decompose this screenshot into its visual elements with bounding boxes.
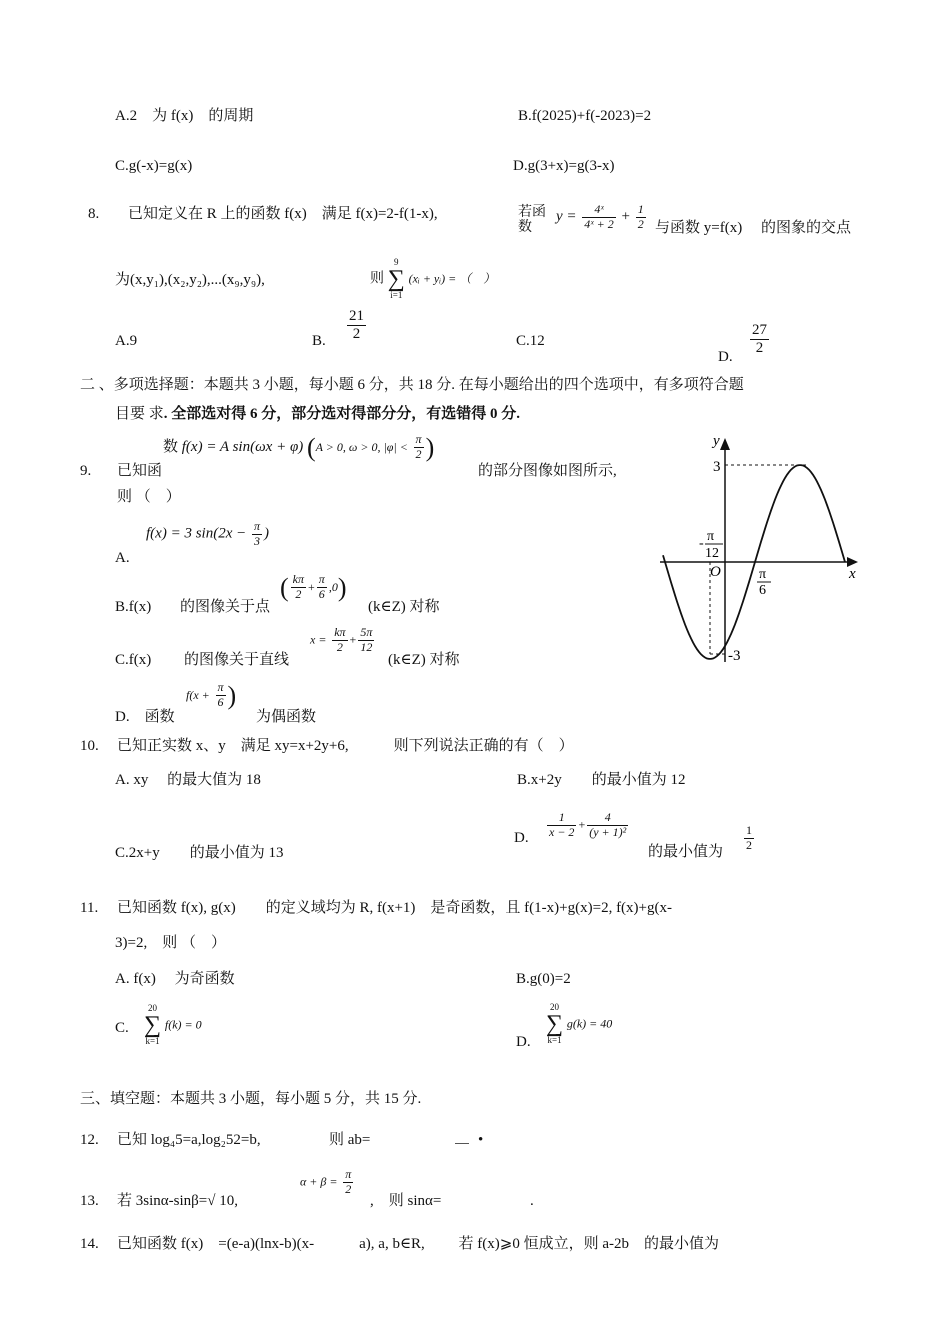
q9-option-d-formula: f(x + $\frac{\pi}{6}$ ) — [186, 680, 237, 710]
q11-stem: 已知函数 f(x), g(x) 的定义域均为 R, f(x+1) 是奇函数，且 f(1-x)+g(x)=2, f(x)+g(x- — [117, 900, 673, 916]
q9-option-b-point: ( $\frac{k\pi}{2}$ + $\frac{\pi}{6}$ ,0) — [280, 572, 347, 602]
y-max-label: 3 — [713, 459, 721, 475]
q7-option-d: D.g(3+x)=g(3-x) — [513, 158, 615, 174]
q8-number: 8. — [88, 206, 100, 222]
q8-sigma: 9 ∑ i=1 — [387, 257, 405, 300]
q8-option-a: A.9 — [115, 333, 138, 349]
q10-option-d-expression: $\frac{1}{x - 2}$ + $\frac{4}{\text{(y + 1)²}}$ — [549, 810, 627, 839]
q9-option-c-text: 的图像关于直线 — [184, 652, 290, 668]
left-tick-sign: - — [699, 536, 704, 551]
q10-option-d-text: 的最小值为 — [648, 844, 724, 860]
q7-option-a: A.2 为 f(x) 的周期 — [115, 108, 254, 124]
q11-number: 11. — [80, 900, 99, 916]
q10-number: 10. — [80, 738, 99, 754]
q7-option-c: C.g(-x)=g(x) — [115, 158, 193, 174]
q8-function-formula: y = $\frac{\text{4ˣ}}{\text{4ˣ + 2}}$ + $\frac{1}{2}$ — [556, 202, 644, 231]
right-tick-num: π — [759, 567, 767, 582]
q13-end-dot: . — [530, 1193, 534, 1209]
sigma-icon: ∑ — [387, 266, 405, 292]
left-tick-den: 12 — [705, 546, 719, 561]
q14-stem: 已知函数 f(x) =(e-a)(lnx-b)(x- a), a, b∈R, 若 f(x)⩾0 恒成立，则 a-2b 的最小值为 — [117, 1236, 720, 1252]
q10-option-b: B.x+2y 的最小值为 12 — [517, 772, 686, 788]
q8-stem-continued: 与函数 y=f(x) 的图象的交点 — [655, 220, 851, 236]
q9-option-c-end: (k∈Z) 对称 — [388, 652, 460, 668]
sigma-icon: ∑ — [144, 1012, 162, 1038]
q9-option-b-text: 的图像关于点 — [180, 599, 271, 615]
q8-if-function: 若函数 — [518, 205, 546, 236]
right-tick-den: 6 — [759, 583, 766, 598]
q8-option-b-value: $\frac{21}{2}$ — [349, 308, 364, 343]
q10-option-a: A. xy 的最大值为 18 — [115, 772, 261, 788]
section2-header-continued: 目要 求. 全部选对得 6 分，部分选对得部分分，有选错得 0 分. — [115, 406, 521, 422]
q12-stem: 已知 log₄5=a,log₂52=b, — [117, 1132, 261, 1148]
section3-header: 三、填空题：本题共 3 小题，每小题 5 分，共 15 分. — [80, 1091, 422, 1107]
left-tick-num: π — [707, 529, 715, 544]
q12-answer-blank[interactable] — [455, 1131, 469, 1149]
q11-option-a: A. f(x) 为奇函数 — [115, 971, 235, 987]
q9-known: 已知函 — [117, 463, 163, 479]
q12-end-dot: • — [478, 1132, 484, 1148]
q8-intersection-points: 为(x,y₁),(x₂,y₂),...(x₉,y₉), — [115, 272, 265, 288]
origin-label: O — [710, 564, 721, 580]
y-axis-arrow — [720, 438, 730, 450]
q9-option-c-label: C.f(x) — [115, 652, 152, 668]
y-axis-label: y — [713, 433, 720, 449]
q9-function-formula: 数 f(x) = A sin(ωx + φ) (A > 0, ω > 0, |φ| < $\frac{\pi}{2}$ ) — [163, 432, 435, 462]
q12-tail: 则 ab= — [329, 1132, 371, 1148]
q9-option-a-label: A. — [115, 550, 130, 566]
q13-number: 13. — [80, 1193, 99, 1209]
q9-option-b-label: B.f(x) — [115, 599, 152, 615]
q11-option-c-sum: 20 ∑ k=1 f(k) = 0 — [144, 1003, 202, 1046]
x-axis-label: x — [849, 566, 856, 582]
section2-header: 二 、多项选择题：本题共 3 小题，每小题 6 分，共 18 分. 在每小题给出的四个选项中，有多项符合题 — [80, 377, 744, 393]
q8-half: $\frac{1}{2}$ — [637, 202, 644, 231]
q14-number: 14. — [80, 1236, 99, 1252]
sine-graph — [655, 432, 870, 672]
q8-option-d-label: D. — [718, 349, 733, 365]
q10-option-d-value: $\frac{1}{2}$ — [746, 823, 752, 852]
q7-option-b: B.f(2025)+f(-2023)=2 — [518, 108, 652, 124]
q11-stem-continued: 3)=2, 则 （ ） — [115, 935, 226, 951]
q8-fraction: $\frac{\text{4ˣ}}{\text{4ˣ + 2}}$ — [584, 202, 614, 231]
q8-option-d-value: $\frac{27}{2}$ — [752, 322, 767, 357]
q8-option-c: C.12 — [516, 333, 545, 349]
q12-number: 12. — [80, 1132, 99, 1148]
q8-option-b-label: B. — [312, 333, 326, 349]
q10-option-d-label: D. — [514, 830, 529, 846]
q11-option-d-label: D. — [516, 1034, 531, 1050]
q13-tail: , 则 sinα= — [370, 1193, 442, 1209]
y-min-label: -3 — [728, 648, 741, 664]
q9-option-a-formula: f(x) = 3 sin(2x − $\frac{\pi}{3}$ ) — [146, 519, 269, 548]
q9-option-b-end: (k∈Z) 对称 — [368, 599, 440, 615]
q13-angle-sum: α + β = $\frac{\pi}{2}$ — [300, 1167, 352, 1196]
q10-stem: 已知正实数 x、y 满足 xy=x+2y+6, 则下列说法正确的有（ ） — [117, 738, 574, 754]
q8-stem: 已知定义在 R 上的函数 f(x) 满足 f(x)=2-f(1-x), — [128, 206, 438, 222]
q9-option-d-label: D. 函数 — [115, 709, 175, 725]
q11-option-d-sum: 20 ∑ k=1 g(k) = 40 — [546, 1002, 613, 1045]
q9-option-d-end: 为偶函数 — [256, 709, 317, 725]
q10-option-c: C.2x+y 的最小值为 13 — [115, 845, 284, 861]
q13-stem: 若 3sinα-sinβ=√ 10, — [117, 1193, 238, 1209]
q11-option-b: B.g(0)=2 — [516, 971, 571, 987]
q9-stem-tail: 的部分图像如图所示, — [478, 463, 617, 479]
q11-option-c-label: C. — [115, 1020, 129, 1036]
sigma-icon: ∑ — [546, 1011, 564, 1037]
q9-option-c-line: x = $\frac{k\pi}{2}$ + $\frac{5\pi}{12}$ — [310, 625, 373, 654]
q9-number: 9. — [80, 463, 92, 479]
q9-then: 则 （ ） — [117, 489, 181, 505]
q8-sum-expression: 则 9 ∑ i=1 (xᵢ + yᵢ) = （ ） — [370, 257, 496, 300]
